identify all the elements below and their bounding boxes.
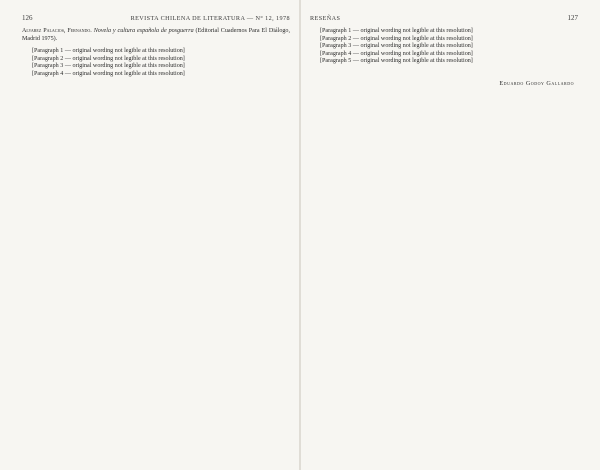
bib-title: Novela y cultura española de posguerra — [93, 28, 194, 34]
reviewer-signature: Eduardo Godoy Gallardo — [499, 79, 574, 87]
review-paragraph: [Paragraph 4 — original wording not legible at this resolution] — [320, 50, 473, 57]
review-paragraph: [Paragraph 4 — original wording not legible at this resolution] — [32, 70, 185, 77]
left-page-number: 126 — [22, 14, 33, 22]
left-header-title: REVISTA CHILENA DE LITERATURA — N° 12, 1978 — [130, 15, 290, 22]
review-paragraph: [Paragraph 3 — original wording not legible at this resolution] — [320, 43, 473, 50]
review-paragraph: [Paragraph 3 — original wording not legible at this resolution] — [32, 63, 185, 70]
review-paragraph: [Paragraph 1 — original wording not legible at this resolution] — [32, 48, 185, 55]
right-header-title: RESEÑAS — [310, 15, 341, 22]
left-running-header — [22, 14, 290, 22]
review-paragraph: [Paragraph 2 — original wording not legible at this resolution] — [320, 35, 473, 42]
review-paragraph: [Paragraph 5 — original wording not legible at this resolution] — [320, 58, 473, 65]
review-paragraph: [Paragraph 1 — original wording not legible at this resolution] — [320, 28, 473, 34]
right-running-header — [310, 14, 578, 22]
bib-author: Alvarez Palacios, Fernando. — [22, 28, 92, 34]
right-page-number: 127 — [567, 14, 578, 22]
right-page — [300, 0, 600, 470]
review-paragraph: [Paragraph 2 — original wording not legible at this resolution] — [32, 55, 185, 62]
bib-publisher: (Editorial Cuadernos Para El Diálogo, Madrid 1975). — [22, 28, 290, 42]
bibliographic-entry — [22, 28, 290, 43]
